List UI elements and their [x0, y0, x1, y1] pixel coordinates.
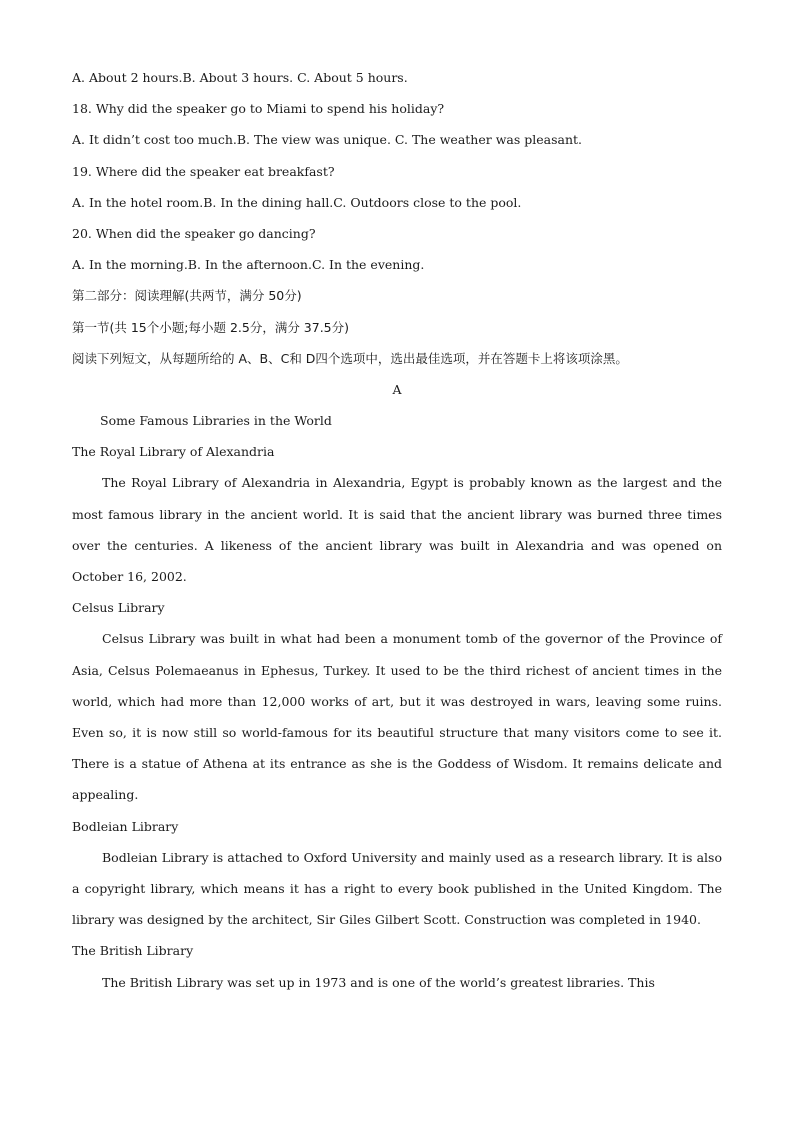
- section-text-alexandria: [72, 467, 722, 592]
- section-paragraph: Bodleian Library is attached to Oxford University and mainly used as a research library. It is also a copyright library, which means it has a right to every book published in the United Kingdom. The library was designed by the architect, Sir Giles Gilbert Scott. Construction was completed in 1940.: [72, 849, 722, 928]
- part2-heading: 第二部分：阅读理解(共两节，满分 50分): [72, 288, 302, 304]
- q17-options: A. About 2 hours.B. About 3 hours. C. About 5 hours.: [72, 70, 408, 85]
- section-text-celsus: [72, 623, 722, 810]
- section1-heading: 第一节(共 15个小题;每小题 2.5分，满分 37.5分): [72, 319, 350, 335]
- section-paragraph: Celsus Library was built in what had been a monument tomb of the governor of the Province of Asia, Celsus Polemaeanus in Ephesus, Turkey. It used to be the third richest of ancient times in the world, which had more than 12,000 works of art, but it was destroyed in wars, leaving some ruins. Even so, it is now still so world-famous for its beautiful structure that many visitors come to see it. There is a statue of Athena at its entrance as she is the Goddess of Wisdom. It remains delicate and appealing.: [72, 631, 722, 803]
- section-paragraph: The Royal Library of Alexandria in Alexandria, Egypt is probably known as the largest and the most famous library in the ancient world. It is said that the ancient library was burned three times over the centuries. A likeness of the ancient library was built in Alexandria and was opened on October 16, 2002.: [72, 475, 722, 585]
- q20-options: A. In the morning.B. In the afternoon.C. In the evening.: [72, 257, 425, 273]
- section-heading-alexandria: The Royal Library of Alexandria: [72, 444, 275, 460]
- q19-options: A. In the hotel room.B. In the dining hall.C. Outdoors close to the pool.: [72, 194, 522, 210]
- section-text-british: [72, 967, 722, 998]
- section-heading-bodleian: Bodleian Library: [72, 818, 179, 834]
- q19-question: 19. Where did the speaker eat breakfast?: [72, 163, 335, 179]
- section-paragraph: The British Library was set up in 1973 and is one of the world’s greatest libraries. This: [102, 974, 655, 990]
- section-heading-celsus: Celsus Library: [72, 600, 165, 616]
- passage-label: A: [392, 381, 402, 397]
- q18-question: 18. Why did the speaker go to Miami to spend his holiday?: [72, 101, 445, 117]
- exam-page: [72, 62, 722, 998]
- q20-question: 20. When did the speaker go dancing?: [72, 225, 316, 241]
- q18-options: A. It didn’t cost too much.B. The view was unique. C. The weather was pleasant.: [72, 132, 582, 148]
- section-text-bodleian: [72, 842, 722, 936]
- reading-instruction: 阅读下列短文，从每题所给的 A、B、C和 D四个选项中，选出最佳选项，并在答题卡上将该项涂黑。: [72, 350, 628, 366]
- passage-title: Some Famous Libraries in the World: [100, 413, 332, 429]
- section-heading-british: The British Library: [72, 943, 194, 959]
